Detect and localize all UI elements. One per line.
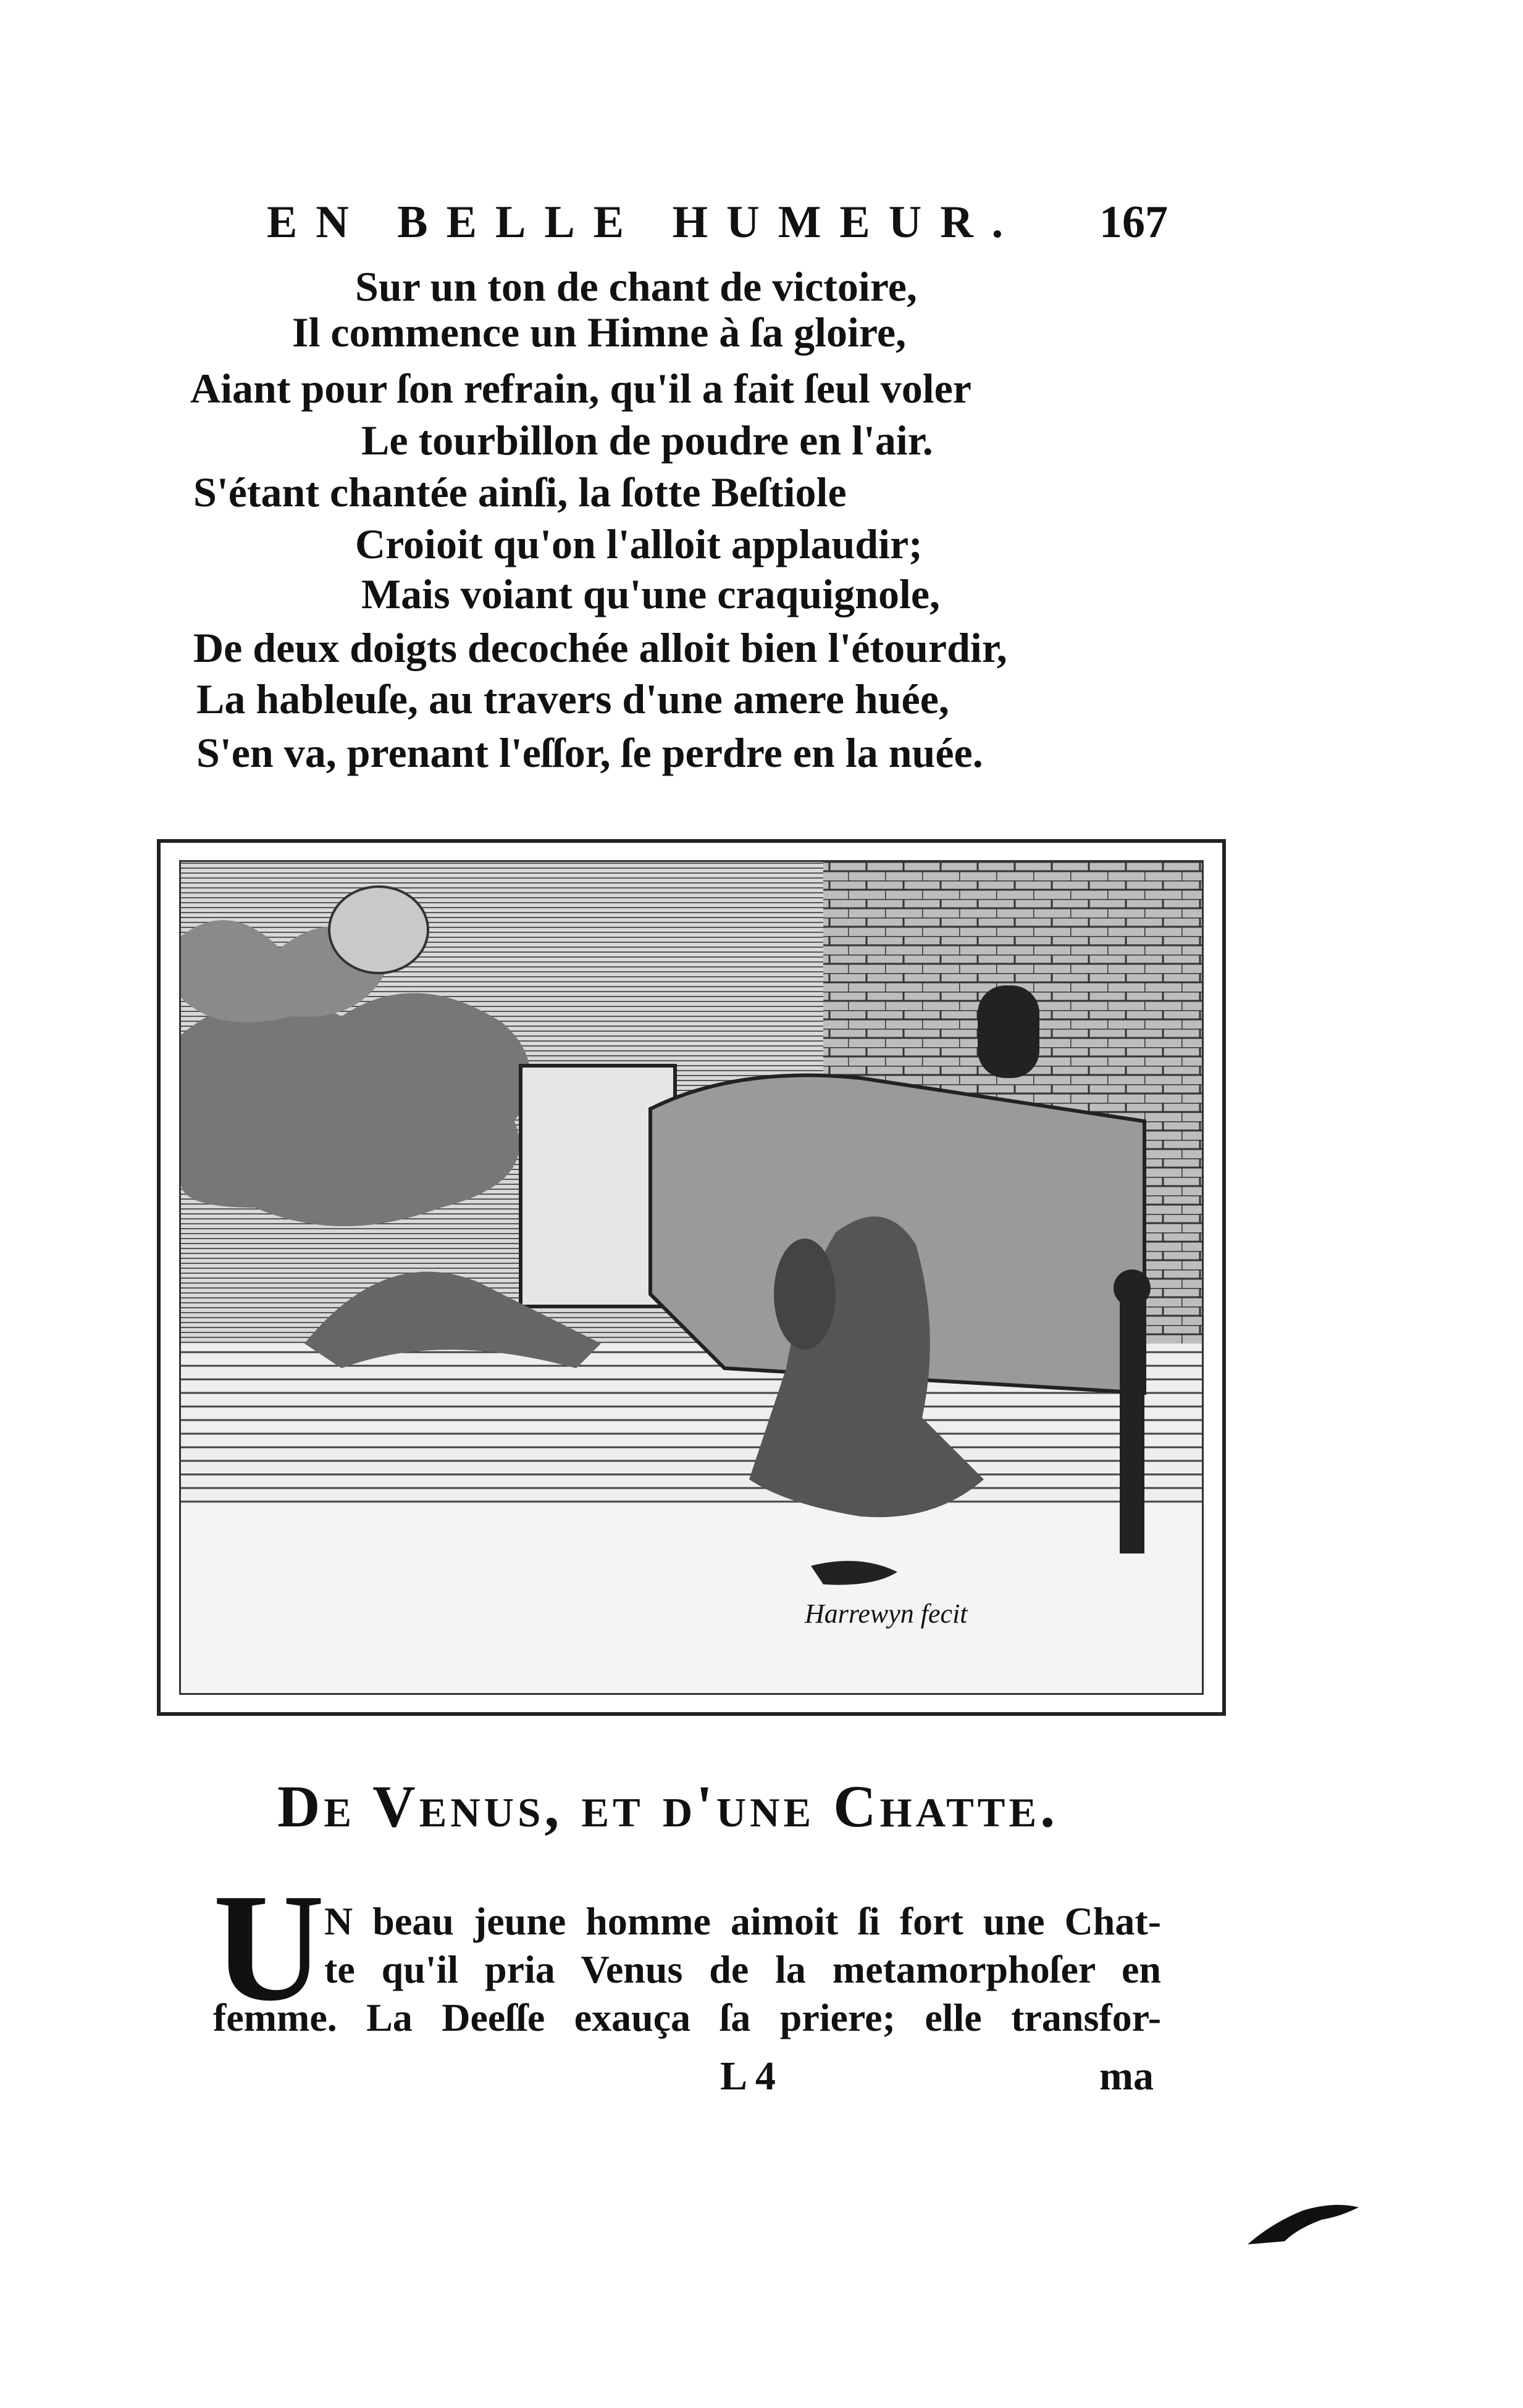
cloud xyxy=(181,993,531,1226)
engraving-frame xyxy=(157,839,1226,1716)
fable-title: De Venus, et d'une Chatte. xyxy=(277,1773,1059,1839)
verse-line: S'étant chantée ainſi, la ſotte Beſtiole xyxy=(193,469,847,516)
engraver-signature: Harrewyn fecit xyxy=(805,1599,968,1629)
verse-line: Le tourbillon de poudre en l'air. xyxy=(361,417,933,464)
ink-smudge xyxy=(1248,2198,1359,2247)
engraving-illustration xyxy=(179,860,1204,1695)
page-number: 167 xyxy=(1099,197,1168,248)
verse-line: S'en va, prenant l'eſſor, ſe perdre en la nuée. xyxy=(196,729,983,776)
venus-figure xyxy=(329,887,428,973)
verse-line: Sur un ton de chant de victoire, xyxy=(355,263,917,310)
running-title: EN BELLE HUMEUR. xyxy=(267,197,1022,248)
body-line: te qu'il pria Venus de la metamorphoſer en xyxy=(324,1947,1161,1991)
bedpost xyxy=(1120,1294,1144,1553)
cat-figure xyxy=(774,1239,836,1350)
verse-line: Aiant pour ſon refrain, qu'il a fait ſeul voler xyxy=(190,365,971,412)
wall-niche xyxy=(978,985,1039,1078)
drop-cap: U xyxy=(213,1862,325,2033)
verse-line: De deux doigts decochée alloit bien l'étourdir, xyxy=(193,624,1007,671)
signature-mark: L 4 xyxy=(720,2054,776,2099)
floor-foreground xyxy=(181,1504,1204,1695)
verse-line: La hableuſe, au travers d'une amere huée, xyxy=(196,675,949,722)
body-line: N beau jeune homme aimoit ſi fort une Chat- xyxy=(324,1899,1161,1943)
verse-line: Mais voiant qu'une craquignole, xyxy=(361,571,941,617)
verse-line: Croioit qu'on l'alloit applaudir; xyxy=(355,520,923,567)
verse-line: Il commence un Himne à ſa gloire, xyxy=(292,309,907,356)
catchword: ma xyxy=(1099,2054,1154,2099)
bedpost-knob xyxy=(1114,1269,1151,1306)
body-line: femme. La Deeſſe exauça ſa priere; elle transfor- xyxy=(213,1996,1161,2039)
